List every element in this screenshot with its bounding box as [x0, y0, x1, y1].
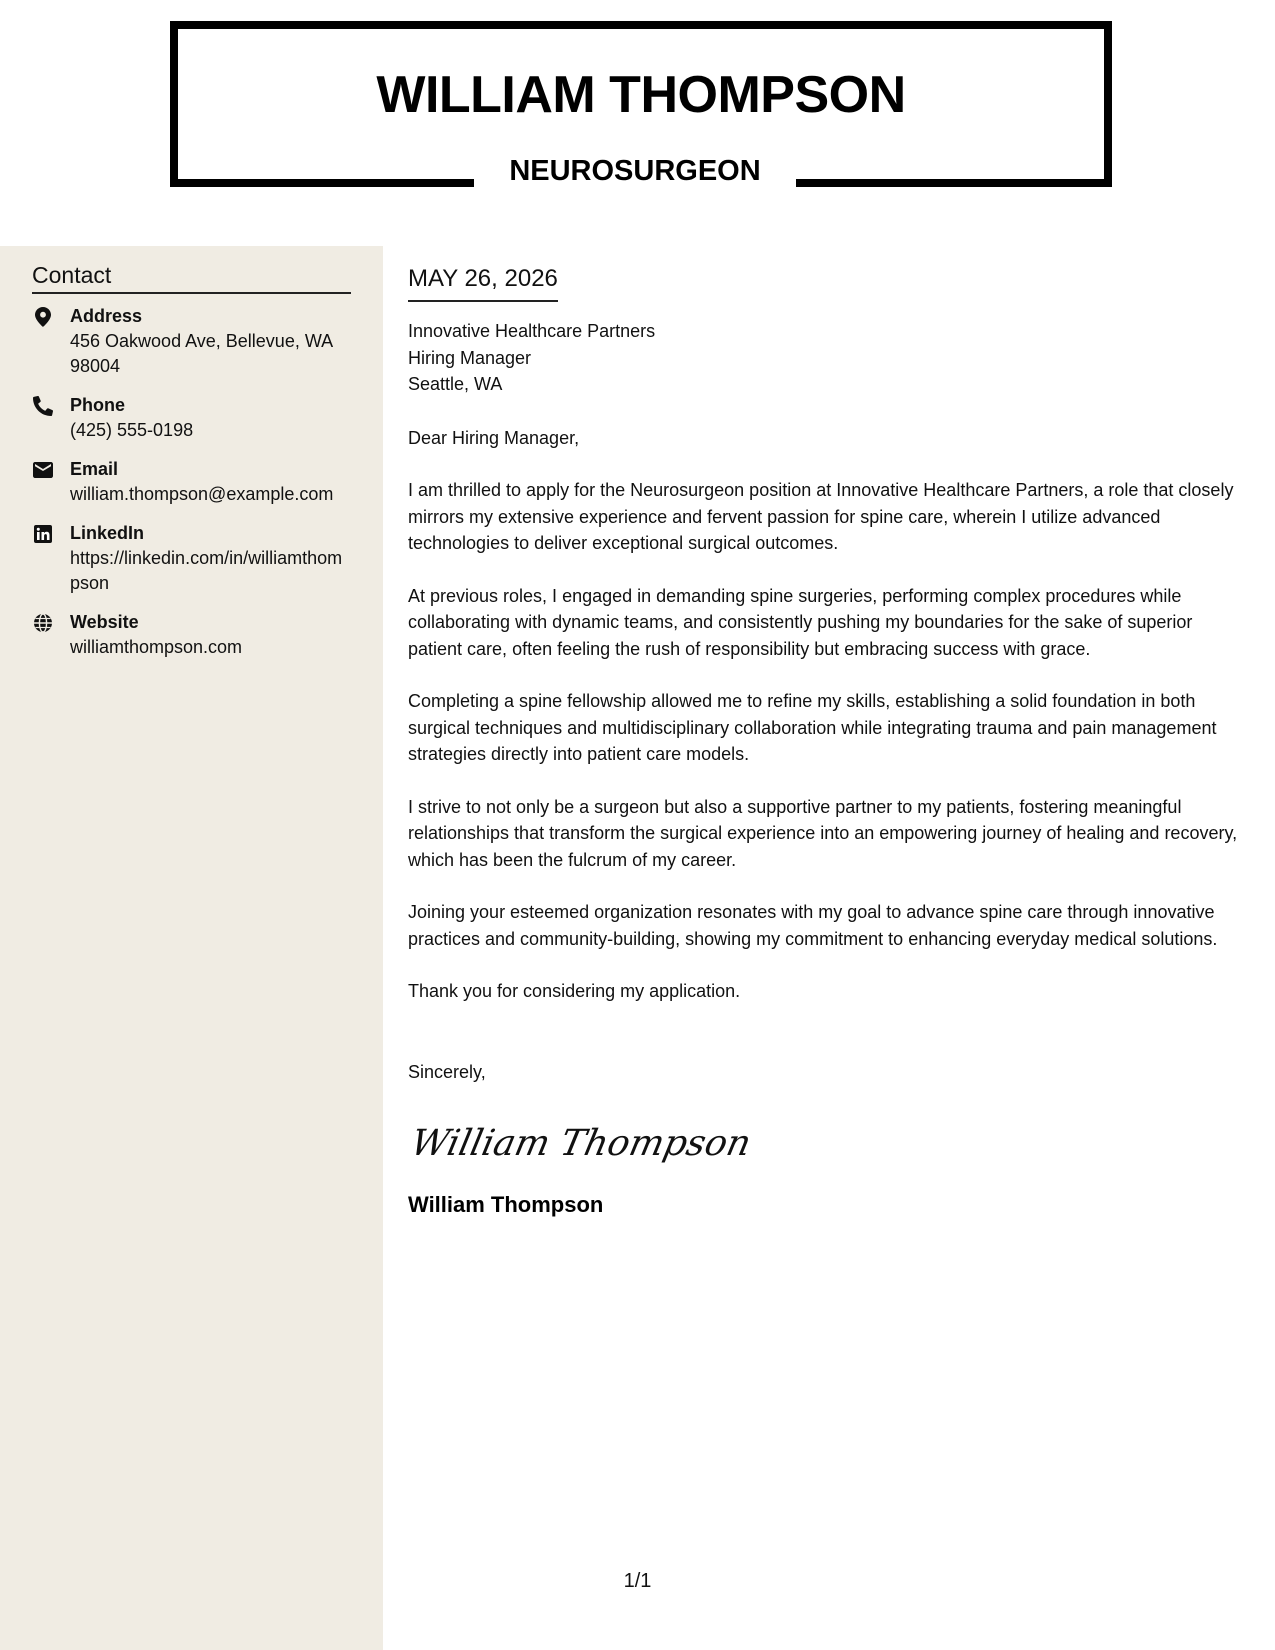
paragraph: At previous roles, I engaged in demanding spine surgeries, performing complex procedures while collaborating with dynamic teams, and consistently pushing my boundaries for the sake of superior patient care, often feeling the rush of responsibility but embracing success with grace.	[408, 585, 1193, 659]
paragraph: Completing a spine fellowship allowed me to refine my skills, establishing a solid foundation in both surgical techniques and multidisciplinary collaboration while integrating trauma and pain management strategies directly into patient care models.	[408, 691, 1217, 764]
contact-heading: Contact	[32, 260, 351, 294]
linkedin-value[interactable]: https://linkedin.com/in/williamthompson	[70, 548, 343, 593]
contact-label: Address	[70, 306, 143, 326]
email-value[interactable]: william.thompson@example.com	[70, 484, 334, 504]
contact-item-linkedin	[32, 521, 372, 596]
contact-label: LinkedIn	[70, 523, 145, 543]
paragraph: I am thrilled to apply for the Neurosurgeon position at Innovative Healthcare Partners, a role that closely mirrors my extensive experience and fervent passion for spine care, wherein I utilize advanced technologies to deliver exceptional surgical outcomes.	[408, 480, 1234, 553]
contact-text	[70, 304, 372, 379]
website-value[interactable]: williamthompson.com	[70, 637, 243, 657]
recipient-company: Innovative Healthcare Partners	[408, 321, 656, 341]
contact-text	[70, 610, 372, 660]
phone-icon	[32, 395, 54, 417]
contact-list	[32, 304, 372, 674]
contact-sidebar	[0, 246, 383, 1650]
contact-item-phone	[32, 393, 372, 443]
salutation: Dear Hiring Manager,	[408, 427, 580, 448]
signer-name: William Thompson	[408, 1192, 604, 1217]
address-value: 456 Oakwood Ave, Bellevue, WA 98004	[70, 331, 333, 376]
contact-text	[70, 457, 372, 507]
signature-script: William Thompson	[407, 1121, 755, 1164]
paragraph: I strive to not only be a surgeon but also a supportive partner to my patients, fostering meaningful relationships that transform the surgical experience into an empowering journey of healing and recovery, which has been the fulcrum of my career.	[408, 796, 1238, 870]
signature-image	[407, 1113, 755, 1169]
contact-label: Website	[70, 612, 139, 632]
recipient-block	[408, 318, 1248, 398]
contact-label: Email	[70, 459, 119, 479]
contact-label: Phone	[70, 395, 126, 415]
globe-icon	[32, 612, 54, 634]
letter-body	[408, 246, 1248, 1219]
letter-date: MAY 26, 2026	[408, 264, 558, 302]
contact-item-address	[32, 304, 372, 379]
phone-value[interactable]: (425) 555-0198	[70, 420, 194, 440]
recipient-location: Seattle, WA	[408, 374, 503, 394]
closing: Sincerely,	[408, 1061, 486, 1082]
contact-item-website	[32, 610, 372, 660]
paragraph: Joining your esteemed organization resonates with my goal to advance spine care through innovative practices and community-building, showing my commitment to enhancing everyday medical solutions.	[408, 902, 1218, 949]
paragraph: Thank you for considering my application.	[408, 981, 741, 1001]
contact-item-email	[32, 457, 372, 507]
linkedin-icon	[32, 523, 54, 545]
job-title: NEUROSURGEON	[509, 155, 761, 187]
contact-text	[70, 521, 372, 596]
contact-text	[70, 393, 372, 443]
map-pin-icon	[32, 306, 54, 328]
envelope-icon	[32, 459, 54, 481]
applicant-name: WILLIAM THOMPSON	[376, 66, 906, 124]
recipient-role: Hiring Manager	[408, 347, 532, 368]
page-number: 1/1	[623, 1570, 652, 1592]
